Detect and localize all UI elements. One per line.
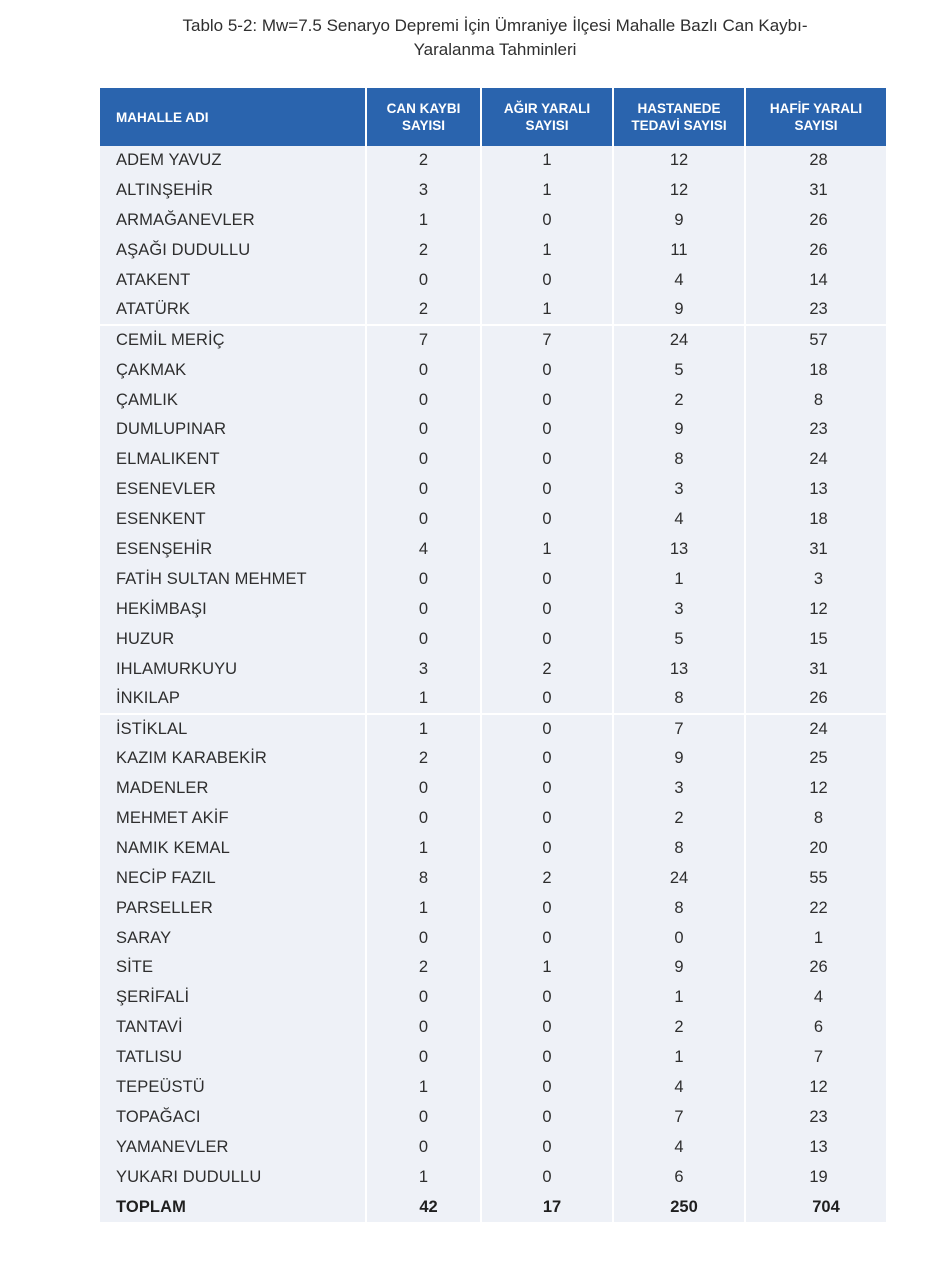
agir-yarali-cell: 0: [481, 774, 613, 804]
mahalle-name-cell: AŞAĞI DUDULLU: [116, 241, 251, 260]
mahalle-name-cell: HUZUR: [116, 629, 175, 648]
hastanede-tedavi-cell: 9: [613, 415, 745, 445]
hastanede-tedavi-cell: 3: [613, 774, 745, 804]
can-kaybi-cell: 0: [366, 774, 481, 804]
agir-yarali-cell: 0: [481, 804, 613, 834]
agir-yarali-cell: 0: [481, 415, 613, 445]
table-row: [100, 146, 886, 176]
header-label-line1: CAN KAYBI: [386, 101, 461, 116]
table-row: [100, 1073, 886, 1103]
mahalle-name-cell: TOPAĞACI: [116, 1107, 201, 1126]
can-kaybi-cell: 1: [366, 1162, 481, 1192]
mahalle-name-cell: TANTAVİ: [116, 1018, 183, 1037]
can-kaybi-cell: 0: [366, 415, 481, 445]
hafif-yarali-cell: 13: [745, 475, 886, 505]
hafif-yarali-cell: 26: [745, 206, 886, 236]
table-row: [100, 385, 886, 415]
agir-yarali-cell: 0: [481, 505, 613, 535]
header-can-kaybi: [366, 88, 481, 146]
table-row: [100, 415, 886, 445]
mahalle-name-cell: İSTİKLAL: [116, 719, 188, 738]
mahalle-name-cell: ATATÜRK: [100, 295, 366, 325]
can-kaybi-cell: 0: [366, 923, 481, 953]
table-row: [100, 206, 886, 236]
table-row: [100, 295, 886, 325]
agir-yarali-cell: 0: [481, 564, 613, 594]
agir-yarali-cell: 0: [481, 624, 613, 654]
hafif-yarali-cell: 57: [745, 325, 886, 355]
total-label-cell: TOPLAM: [116, 1197, 186, 1216]
hafif-yarali-cell: 7: [745, 1043, 886, 1073]
can-kaybi-cell: 0: [366, 624, 481, 654]
table-row: [100, 564, 886, 594]
hastanede-tedavi-cell: 8: [613, 684, 745, 714]
header-agir-yarali: [481, 88, 613, 146]
can-kaybi-cell: 2: [366, 295, 481, 325]
agir-yarali-cell: 0: [481, 923, 613, 953]
header-label-line1: AĞIR YARALI: [503, 101, 591, 116]
can-kaybi-cell: 0: [366, 1013, 481, 1043]
can-kaybi-cell: 0: [366, 1132, 481, 1162]
can-kaybi-cell: 3: [366, 654, 481, 684]
hafif-yarali-cell: 23: [745, 1103, 886, 1133]
table-row: [100, 1013, 886, 1043]
mahalle-name-cell: CEMİL MERİÇ: [116, 331, 225, 350]
agir-yarali-cell: 0: [481, 206, 613, 236]
hafif-yarali-cell: 4: [745, 983, 886, 1013]
hastanede-tedavi-cell: 9: [613, 206, 745, 236]
mahalle-name-cell: SARAY: [116, 928, 172, 947]
mahalle-name-cell: DUMLUPINAR: [116, 420, 227, 439]
hastanede-tedavi-cell: 1: [613, 1043, 745, 1073]
mahalle-name-cell: IHLAMURKUYU: [116, 659, 238, 678]
mahalle-name-cell: ELMALIKENT: [116, 450, 220, 469]
hastanede-tedavi-cell: 8: [613, 445, 745, 475]
mahalle-name-cell: NECİP FAZIL: [116, 868, 216, 887]
hastanede-tedavi-cell: 4: [613, 1132, 745, 1162]
table-row: [100, 863, 886, 893]
hafif-yarali-cell: 1: [745, 923, 886, 953]
agir-yarali-cell: 1: [481, 953, 613, 983]
agir-yarali-cell: 0: [481, 1073, 613, 1103]
caption-line-1: Tablo 5-2: Mw=7.5 Senaryo Depremi İçin Ümraniye İlçesi Mahalle Bazlı Can Kaybı-: [182, 16, 808, 35]
hastanede-tedavi-cell: 7: [613, 714, 745, 744]
total-agir-yarali-cell: 17: [481, 1192, 613, 1222]
hastanede-tedavi-cell: 5: [613, 624, 745, 654]
hastanede-tedavi-cell: 3: [613, 594, 745, 624]
table-row: [100, 535, 886, 565]
hafif-yarali-cell: 23: [745, 295, 886, 325]
agir-yarali-cell: 0: [481, 714, 613, 744]
hafif-yarali-cell: 28: [745, 146, 886, 176]
hafif-yarali-cell: 24: [745, 714, 886, 744]
total-row: [100, 1192, 886, 1222]
mahalle-name-cell: ŞERİFALİ: [116, 988, 190, 1007]
hafif-yarali-cell: 31: [745, 176, 886, 206]
hafif-yarali-cell: 12: [745, 594, 886, 624]
agir-yarali-cell: 0: [481, 266, 613, 296]
can-kaybi-cell: 0: [366, 1043, 481, 1073]
total-hastanede-tedavi-cell: 250: [613, 1192, 745, 1222]
table-row: [100, 355, 886, 385]
hastanede-tedavi-cell: 24: [613, 325, 745, 355]
hastanede-tedavi-cell: 1: [613, 564, 745, 594]
hastanede-tedavi-cell: 6: [613, 1162, 745, 1192]
can-kaybi-cell: 0: [366, 355, 481, 385]
hastanede-tedavi-cell: 13: [613, 654, 745, 684]
table-row: [100, 833, 886, 863]
can-kaybi-cell: 1: [366, 714, 481, 744]
agir-yarali-cell: 1: [481, 176, 613, 206]
hafif-yarali-cell: 26: [745, 236, 886, 266]
mahalle-name-cell: YUKARI DUDULLU: [116, 1167, 262, 1186]
agir-yarali-cell: 2: [481, 654, 613, 684]
can-kaybi-cell: 0: [366, 266, 481, 296]
can-kaybi-cell: 0: [366, 475, 481, 505]
mahalle-name-cell: ESENEVLER: [116, 480, 216, 499]
hastanede-tedavi-cell: 12: [613, 176, 745, 206]
table-row: [100, 1043, 886, 1073]
table-caption: [60, 14, 930, 62]
table-row: [100, 744, 886, 774]
header-label-line2: SAYISI: [525, 118, 569, 133]
agir-yarali-cell: 0: [481, 833, 613, 863]
mahalle-name-cell: ÇAKMAK: [116, 360, 187, 379]
hafif-yarali-cell: 19: [745, 1162, 886, 1192]
header-label-line2: SAYISI: [401, 118, 446, 133]
hastanede-tedavi-cell: 13: [613, 535, 745, 565]
can-kaybi-cell: 0: [366, 804, 481, 834]
hastanede-tedavi-cell: 2: [613, 385, 745, 415]
header-hastanede-tedavi: [613, 88, 745, 146]
hafif-yarali-cell: 15: [745, 624, 886, 654]
table-row: [100, 475, 886, 505]
can-kaybi-cell: 0: [366, 505, 481, 535]
can-kaybi-cell: 2: [366, 744, 481, 774]
mahalle-name-cell: TATLISU: [116, 1048, 183, 1067]
agir-yarali-cell: 0: [481, 684, 613, 714]
hafif-yarali-cell: 55: [745, 863, 886, 893]
can-kaybi-cell: 8: [366, 863, 481, 893]
caption-line-2: Yaralanma Tahminleri: [413, 40, 577, 59]
agir-yarali-cell: 0: [481, 1013, 613, 1043]
can-kaybi-cell: 1: [366, 833, 481, 863]
table-row: [100, 445, 886, 475]
hastanede-tedavi-cell: 7: [613, 1103, 745, 1133]
mahalle-name-cell: KAZIM KARABEKİR: [116, 749, 267, 768]
hastanede-tedavi-cell: 4: [613, 266, 745, 296]
hastanede-tedavi-cell: 4: [613, 505, 745, 535]
hastanede-tedavi-cell: 9: [613, 953, 745, 983]
header-row: [100, 88, 886, 146]
table-row: [100, 1162, 886, 1192]
hafif-yarali-cell: 8: [745, 385, 886, 415]
hafif-yarali-cell: 13: [745, 1132, 886, 1162]
hafif-yarali-cell: 6: [745, 1013, 886, 1043]
can-kaybi-cell: 4: [366, 535, 481, 565]
hastanede-tedavi-cell: 2: [613, 1013, 745, 1043]
hastanede-tedavi-cell: 2: [613, 804, 745, 834]
hafif-yarali-cell: 18: [745, 505, 886, 535]
hafif-yarali-cell: 25: [745, 744, 886, 774]
can-kaybi-cell: 1: [366, 1073, 481, 1103]
agir-yarali-cell: 1: [481, 295, 613, 325]
agir-yarali-cell: 0: [481, 983, 613, 1013]
hastanede-tedavi-cell: 5: [613, 355, 745, 385]
agir-yarali-cell: 0: [481, 385, 613, 415]
can-kaybi-cell: 1: [366, 684, 481, 714]
hafif-yarali-cell: 22: [745, 893, 886, 923]
mahalle-name-cell: ATAKENT: [116, 271, 191, 289]
hafif-yarali-cell: 14: [745, 266, 886, 296]
total-hafif-yarali-cell: 704: [745, 1192, 886, 1222]
hafif-yarali-cell: 31: [745, 654, 886, 684]
hastanede-tedavi-cell: 24: [613, 863, 745, 893]
table-row: [100, 176, 886, 206]
header-label-line1: HAFİF YARALI: [769, 101, 863, 116]
can-kaybi-cell: 2: [366, 236, 481, 266]
table-row: [100, 953, 886, 983]
can-kaybi-cell: 0: [366, 445, 481, 475]
hafif-yarali-cell: 8: [745, 804, 886, 834]
hafif-yarali-cell: 12: [745, 1073, 886, 1103]
mahalle-name-cell: TEPEÜSTÜ: [116, 1078, 205, 1097]
table-row: [100, 654, 886, 684]
agir-yarali-cell: 2: [481, 863, 613, 893]
mahalle-name-cell: PARSELLER: [116, 898, 213, 917]
mahalle-name-cell: ESENKENT: [116, 510, 206, 529]
agir-yarali-cell: 0: [481, 355, 613, 385]
hafif-yarali-cell: 18: [745, 355, 886, 385]
agir-yarali-cell: 0: [481, 744, 613, 774]
casualty-table: [100, 88, 886, 1222]
hastanede-tedavi-cell: 0: [613, 923, 745, 953]
agir-yarali-cell: 0: [481, 475, 613, 505]
hastanede-tedavi-cell: 4: [613, 1073, 745, 1103]
hastanede-tedavi-cell: 12: [613, 146, 745, 176]
header-label-line2: TEDAVİ SAYISI: [631, 118, 727, 133]
table-row: [100, 266, 886, 296]
table-row: [100, 893, 886, 923]
mahalle-name-cell: MEHMET AKİF: [116, 809, 229, 828]
mahalle-name-cell: ARMAĞANEVLER: [116, 211, 255, 230]
hastanede-tedavi-cell: 1: [613, 983, 745, 1013]
agir-yarali-cell: 0: [481, 1132, 613, 1162]
agir-yarali-cell: 0: [481, 445, 613, 475]
can-kaybi-cell: 2: [366, 146, 481, 176]
agir-yarali-cell: 0: [481, 1043, 613, 1073]
hastanede-tedavi-cell: 3: [613, 475, 745, 505]
hastanede-tedavi-cell: 9: [613, 295, 745, 325]
table-header: [100, 88, 886, 146]
table-row: [100, 325, 886, 355]
table-row: [100, 774, 886, 804]
header-mahalle-adi: [100, 88, 366, 146]
hafif-yarali-cell: 3: [745, 564, 886, 594]
hafif-yarali-cell: 24: [745, 445, 886, 475]
table-row: [100, 505, 886, 535]
table-row: [100, 923, 886, 953]
table-row: [100, 594, 886, 624]
hafif-yarali-cell: 31: [745, 535, 886, 565]
hastanede-tedavi-cell: 8: [613, 893, 745, 923]
mahalle-name-cell: NAMIK KEMAL: [116, 838, 230, 857]
can-kaybi-cell: 1: [366, 206, 481, 236]
header-label: MAHALLE ADI: [116, 109, 209, 125]
can-kaybi-cell: 0: [366, 983, 481, 1013]
agir-yarali-cell: 1: [481, 146, 613, 176]
agir-yarali-cell: 0: [481, 1162, 613, 1192]
mahalle-name-cell: ESENŞEHİR: [116, 540, 213, 559]
can-kaybi-cell: 0: [366, 385, 481, 415]
header-hafif-yarali: [745, 88, 886, 146]
mahalle-name-cell: ADEM YAVUZ: [116, 151, 222, 170]
can-kaybi-cell: 7: [366, 325, 481, 355]
hafif-yarali-cell: 26: [745, 953, 886, 983]
mahalle-name-cell: MADENLER: [116, 779, 209, 798]
mahalle-name-cell: YAMANEVLER: [116, 1137, 229, 1156]
header-label-line2: SAYISI: [794, 118, 838, 133]
hafif-yarali-cell: 12: [745, 774, 886, 804]
agir-yarali-cell: 0: [481, 594, 613, 624]
can-kaybi-cell: 0: [366, 564, 481, 594]
can-kaybi-cell: 0: [366, 1103, 481, 1133]
table-row: [100, 684, 886, 714]
agir-yarali-cell: 0: [481, 1103, 613, 1133]
total-can-kaybi-cell: 42: [366, 1192, 481, 1222]
table-row: [100, 236, 886, 266]
hastanede-tedavi-cell: 8: [613, 833, 745, 863]
table-row: [100, 624, 886, 654]
mahalle-name-cell: SİTE: [116, 958, 154, 977]
table-row: [100, 714, 886, 744]
mahalle-name-cell: FATİH SULTAN MEHMET: [116, 569, 307, 588]
mahalle-name-cell: HEKİMBAŞI: [116, 599, 207, 618]
hastanede-tedavi-cell: 9: [613, 744, 745, 774]
table-row: [100, 1132, 886, 1162]
mahalle-name-cell: ÇAMLIK: [116, 390, 179, 409]
table-row: [100, 804, 886, 834]
can-kaybi-cell: 1: [366, 893, 481, 923]
table-row: [100, 983, 886, 1013]
header-label-line1: HASTANEDE: [637, 101, 721, 116]
agir-yarali-cell: 1: [481, 236, 613, 266]
mahalle-name-cell: ALTINŞEHİR: [116, 181, 213, 200]
hafif-yarali-cell: 23: [745, 415, 886, 445]
mahalle-name-cell: İNKILAP: [100, 684, 366, 714]
agir-yarali-cell: 7: [481, 325, 613, 355]
agir-yarali-cell: 0: [481, 893, 613, 923]
can-kaybi-cell: 3: [366, 176, 481, 206]
hastanede-tedavi-cell: 11: [613, 236, 745, 266]
table-row: [100, 1103, 886, 1133]
can-kaybi-cell: 2: [366, 953, 481, 983]
table-body: [100, 146, 886, 1222]
agir-yarali-cell: 1: [481, 535, 613, 565]
hafif-yarali-cell: 26: [745, 684, 886, 714]
can-kaybi-cell: 0: [366, 594, 481, 624]
hafif-yarali-cell: 20: [745, 833, 886, 863]
